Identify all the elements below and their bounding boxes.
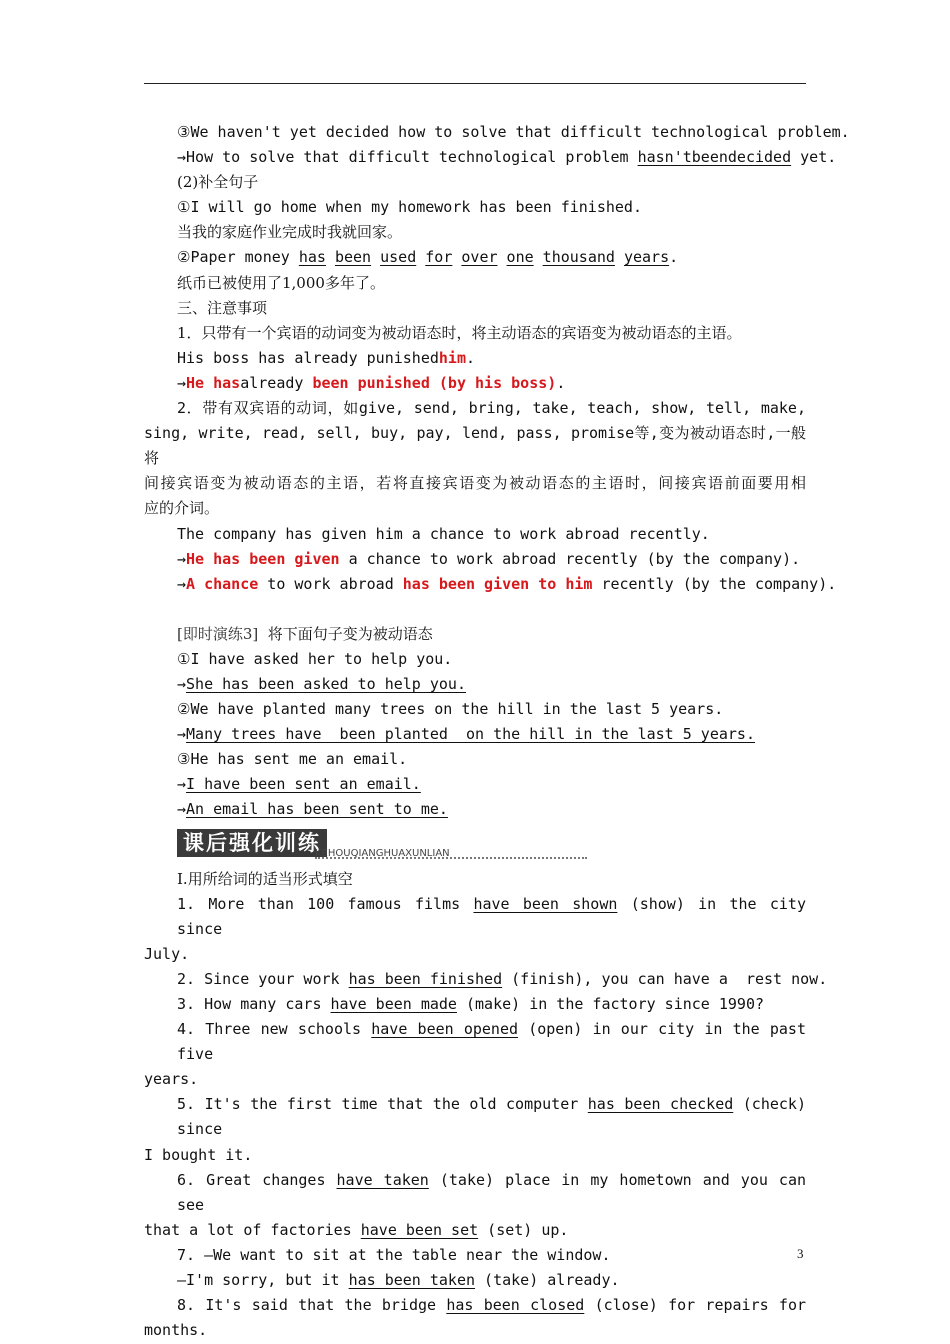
complete-1: ①I will go home when my homework has been finished. xyxy=(177,198,642,217)
text: to work abroad xyxy=(258,574,403,593)
text: yet. xyxy=(791,148,837,167)
text: 5. It's the first time that the old computer xyxy=(177,1095,588,1114)
text: that a lot of factories xyxy=(144,1220,361,1239)
text: —I'm sorry, but it xyxy=(177,1271,349,1290)
section-heading-complete: (2)补全句子 xyxy=(177,173,259,192)
answer: have been set xyxy=(360,1220,479,1239)
note-2-line4: 应的介词。 xyxy=(144,499,220,518)
complete-2 xyxy=(144,245,806,270)
exercise-1 xyxy=(144,892,806,942)
text: (open) in our city in the past five xyxy=(177,1020,806,1064)
practice-3-a3b xyxy=(144,797,806,822)
transform-3 xyxy=(144,145,837,170)
answer-word: one xyxy=(506,248,534,267)
practice-3-a2 xyxy=(144,722,806,747)
exercise-heading: Ⅰ.用所给词的适当形式填空 xyxy=(177,869,353,888)
exercise-4 xyxy=(144,1017,806,1067)
note-2-example: The company has given him a chance to work abroad recently. xyxy=(177,524,710,543)
answer: I have been sent an email. xyxy=(186,775,421,794)
text: . xyxy=(466,348,476,367)
highlight: has been given to him xyxy=(402,574,593,593)
answer: has been checked xyxy=(587,1095,734,1114)
header-rule xyxy=(144,83,806,84)
text: recently (by the company). xyxy=(592,574,837,593)
sentence-3: ③We haven't yet decided how to solve that difficult technological problem. xyxy=(177,123,850,141)
answer: have been opened xyxy=(371,1020,519,1039)
text: already xyxy=(240,373,313,392)
banner-dotted-line xyxy=(315,857,587,859)
practice-3-q1: ①I have asked her to help you. xyxy=(177,649,453,668)
section-heading-notes: 三、注意事项 xyxy=(177,298,268,317)
exercise-7-reply xyxy=(144,1268,806,1293)
complete-1-zh: 当我的家庭作业完成时我就回家。 xyxy=(177,223,403,242)
text: (take) already. xyxy=(475,1271,620,1290)
highlight: He has been given xyxy=(186,549,340,568)
exercise-2 xyxy=(144,967,828,992)
highlight: him xyxy=(438,348,466,367)
answer-word: has xyxy=(298,248,326,267)
text: 2. Since your work xyxy=(177,969,349,988)
arrow: → xyxy=(177,373,187,392)
answer-word: used xyxy=(380,248,417,267)
exercise-4-cont: years. xyxy=(144,1070,199,1089)
answer: has been closed xyxy=(446,1296,585,1315)
exercise-8-cont: months. xyxy=(144,1321,208,1340)
note-2-transform-b xyxy=(144,572,837,597)
answer: has been taken xyxy=(348,1271,476,1290)
text: 4. Three new schools xyxy=(177,1020,372,1039)
exercise-5-cont: I bought it. xyxy=(144,1145,253,1164)
section-banner xyxy=(177,827,806,861)
arrow: → xyxy=(177,674,187,693)
note-1: 1．只带有一个宾语的动词变为被动语态时，将主动语态的宾语变为被动语态的主语。 xyxy=(177,323,742,342)
text: (set) up. xyxy=(478,1220,569,1239)
practice-3-q3: ③He has sent me an email. xyxy=(177,750,408,769)
exercise-6 xyxy=(144,1168,806,1218)
page-number: 3 xyxy=(797,1246,804,1261)
practice-3-q2: ②We have planted many trees on the hill in the last 5 years. xyxy=(177,700,724,719)
answer: have been made xyxy=(330,995,457,1013)
practice-3-a1 xyxy=(144,672,806,697)
note-1-example xyxy=(144,346,806,371)
answer-word: thousand xyxy=(542,248,615,267)
exercise-7: 7. —We want to sit at the table near the window. xyxy=(177,1245,611,1264)
text: →How to solve that difficult technological problem xyxy=(177,148,638,167)
answer-word: over xyxy=(461,248,498,267)
answer-word: for xyxy=(425,248,453,267)
answer: hasn'tbeendecided xyxy=(637,148,792,167)
exercise-5 xyxy=(144,1092,806,1142)
answer-word: been xyxy=(334,248,372,267)
answer-word: years xyxy=(623,248,670,267)
text: 8. It's said that the bridge xyxy=(177,1296,447,1315)
highlight: He has xyxy=(186,373,241,392)
note-2-line3: 间接宾语变为被动语态的主语，若将直接宾语变为被动语态的主语时，间接宾语前面要用相 xyxy=(144,474,806,493)
exercise-8 xyxy=(144,1293,806,1318)
text: (finish), you can have a rest now. xyxy=(502,969,828,988)
practice-3-a3a xyxy=(144,772,806,797)
text: 6. Great changes xyxy=(177,1170,337,1189)
answer: She has been asked to help you. xyxy=(186,674,466,693)
text: 1. More than 100 famous films xyxy=(177,894,474,913)
text: (make) in the factory since 1990? xyxy=(456,995,765,1013)
arrow: → xyxy=(177,800,187,819)
text: (close) for repairs for xyxy=(594,1296,807,1315)
practice-label: [即时演练3] xyxy=(177,624,259,643)
banner-subtitle: KEHOUQIANGHUAXUNLIAN xyxy=(315,847,450,859)
highlight: A chance xyxy=(186,574,259,593)
answer: Many trees have been planted on the hill in the last 5 years. xyxy=(186,725,755,744)
text: a chance to work abroad recently (by the company). xyxy=(339,549,801,568)
banner-title: 课后强化训练 xyxy=(177,829,327,857)
note-2-line2: sing, write, read, sell, buy, pay, lend, pass, promise等,变为被动语态时,一般将 xyxy=(144,424,806,468)
text: 3. How many cars xyxy=(177,995,331,1013)
answer: An email has been sent to me. xyxy=(186,800,448,819)
exercise-6-cont xyxy=(144,1218,806,1243)
highlight: been punished (by his boss) xyxy=(312,373,557,392)
exercise-3 xyxy=(144,992,806,1017)
practice-3-heading xyxy=(144,622,806,647)
text: His boss has already punished xyxy=(177,348,439,367)
spacer xyxy=(144,597,806,622)
note-2-transform-a xyxy=(144,547,806,572)
practice-instruction: 将下面句子变为被动语态 xyxy=(258,624,433,643)
complete-2-zh: 纸币已被使用了1,000多年了。 xyxy=(177,273,385,292)
answer: have been shown xyxy=(473,894,618,913)
note-2-line1: 2．带有双宾语的动词，如give, send, bring, take, teach, show, tell, make, xyxy=(177,399,806,418)
document-body xyxy=(144,120,850,1343)
text: . xyxy=(556,373,566,392)
text: (show) in the city since xyxy=(177,894,806,938)
exercise-1-cont: July. xyxy=(144,944,190,963)
text: (take) place in my hometown and you can see xyxy=(177,1170,807,1214)
answer: have taken xyxy=(336,1170,429,1189)
text: (check) since xyxy=(177,1095,806,1139)
arrow: → xyxy=(177,775,187,794)
note-1-transform xyxy=(144,371,806,396)
arrow: → xyxy=(177,549,187,568)
answer: has been finished xyxy=(348,969,503,988)
arrow: → xyxy=(177,725,187,744)
text: . xyxy=(669,248,679,267)
text: ②Paper money xyxy=(177,248,299,267)
arrow: → xyxy=(177,574,187,593)
